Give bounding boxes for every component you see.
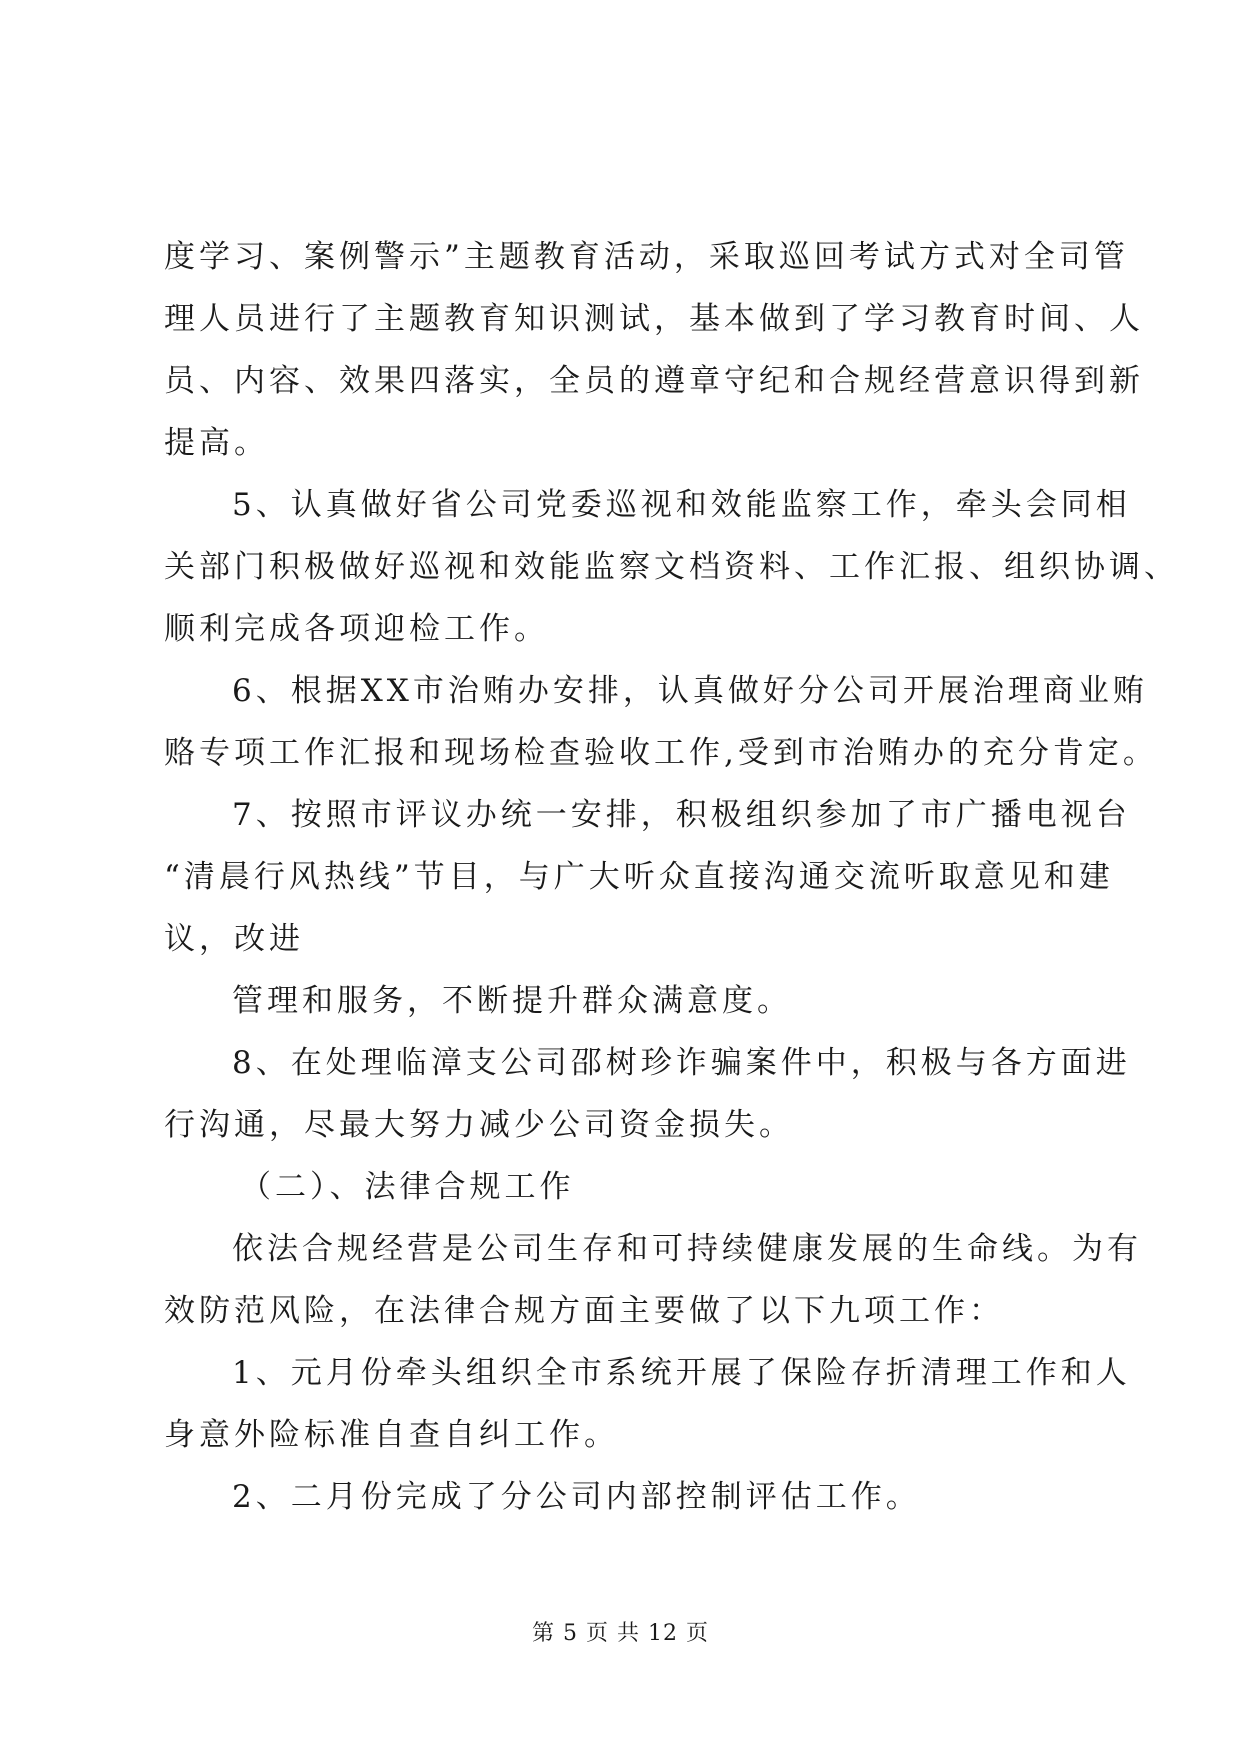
text-line: 员、内容、效果四落实，全员的遵章守纪和合规经营意识得到新 xyxy=(164,363,1144,399)
text-line: 顺利完成各项迎检工作。 xyxy=(164,611,549,647)
text-line: 8、在处理临漳支公司邵树珍诈骗案件中，积极与各方面进 xyxy=(232,1045,1131,1081)
text-line: 提高。 xyxy=(164,425,269,461)
text-line: 管理和服务，不断提升群众满意度。 xyxy=(232,983,792,1019)
text-line: 理人员进行了主题教育知识测试，基本做到了学习教育时间、人 xyxy=(164,301,1144,337)
text-line: 7、按照市评议办统一安排，积极组织参加了市广播电视台 xyxy=(232,797,1131,833)
section-heading: （二）、法律合规工作 xyxy=(240,1169,575,1205)
text-line: 5、认真做好省公司党委巡视和效能监察工作，牵头会同相 xyxy=(232,487,1131,523)
text-line: 行沟通，尽最大努力减少公司资金损失。 xyxy=(164,1107,794,1143)
page-number-footer: 第 5 页 共 12 页 xyxy=(532,1621,709,1646)
text-line: 6、根据XX市治贿办安排，认真做好分公司开展治理商业贿 xyxy=(232,673,1148,709)
text-line: 1、元月份牵头组织全市系统开展了保险存折清理工作和人 xyxy=(232,1355,1131,1391)
text-line: 度学习、案例警示”主题教育活动，采取巡回考试方式对全司管 xyxy=(164,239,1129,275)
text-line: 议，改进 xyxy=(164,921,304,957)
text-line: 关部门积极做好巡视和效能监察文档资料、工作汇报、组织协调、 xyxy=(164,549,1179,585)
text-line: 2、二月份完成了分公司内部控制评估工作。 xyxy=(232,1479,921,1515)
text-line: 赂专项工作汇报和现场检查验收工作,受到市治贿办的充分肯定。 xyxy=(164,735,1158,771)
text-line: 依法合规经营是公司生存和可持续健康发展的生命线。为有 xyxy=(232,1231,1142,1267)
text-line: 效防范风险，在法律合规方面主要做了以下九项工作： xyxy=(164,1293,1004,1329)
text-line: 身意外险标准自查自纠工作。 xyxy=(164,1417,619,1453)
text-line: “清晨行风热线”节目，与广大听众直接沟通交流听取意见和建 xyxy=(164,859,1114,895)
